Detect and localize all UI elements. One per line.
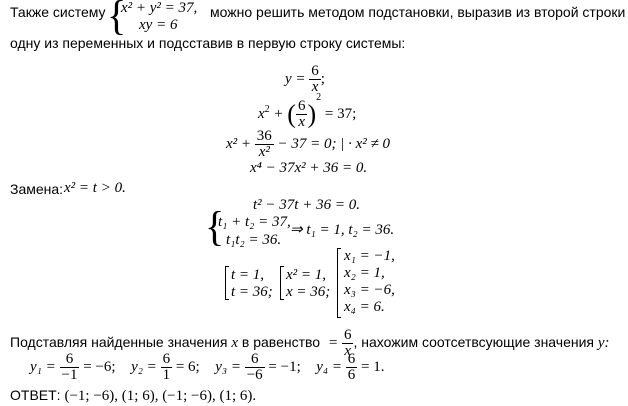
case-bracket-2 [280,266,284,300]
intro-text-before: Также систему [10,4,106,20]
step-3: x² + $\frac{36}{\text{x²}}$ − 37 = 0; | · x² ≠ 0 [226,128,391,160]
case-3b: x₂ = 1, [344,265,385,281]
answer-line: ОТВЕТ: (−1; −6), (1; 6), (−1; −6), (1; 6). [10,387,257,404]
case-bracket-1 [225,266,229,300]
case-2b: x = 36; [286,284,331,300]
intro-line-2: одну из переменных и подсставив в первую строку системы: [10,35,406,51]
step-4: x⁴ − 37x² + 36 = 0. [250,160,368,176]
y-values: y₁ = $\frac{6}{-1}$ = −6; y₂ = $\frac{6}{1}$ = 6; y₃ = $\frac{6}{-6}$ = −1; y₄ = $\frac{6}{6}$ = 1. [30,351,385,383]
case-3d: x₄ = 6. [344,299,385,315]
step-2: $x^2$ + ( $\frac{6}{x}$ )$^2$ = 37; [258,92,357,131]
step-1: y = $\frac{6}{x}$ ; [285,63,325,95]
quad-equation: t² − 37t + 36 = 0. [253,197,360,213]
case-3a: x₁ = −1, [344,248,395,264]
system-line-1: x² + y² = 37, [121,0,198,16]
substitution-label: Замена: [10,181,64,197]
back-sentence: Подставляя найденные значения x в равенство = $\frac{6}{x}$ , нахожим соотсетвсующие значения y: [10,327,610,359]
intro-text-after: можно решить методом подстановки, выразив из второй строки [210,4,626,20]
case-2a: x² = 1, [286,267,327,283]
system-line-2: xy = 6 [139,17,178,33]
case-bracket-3 [337,248,341,318]
vieta-brace: { [205,202,225,251]
vieta-line-1: t₁ + t₂ = 37, [218,214,291,230]
substitution-expr: x² = t > 0. [64,180,126,196]
vieta-line-2: t₁t₂ = 36. [226,232,282,248]
vieta-result: ⇒ t₁ = 1, t₂ = 36. [290,222,395,238]
system-brace: { [107,0,127,40]
case-3c: x₃ = −6, [344,282,395,298]
case-1b: t = 36; [231,284,273,300]
case-1a: t = 1, [231,267,265,283]
